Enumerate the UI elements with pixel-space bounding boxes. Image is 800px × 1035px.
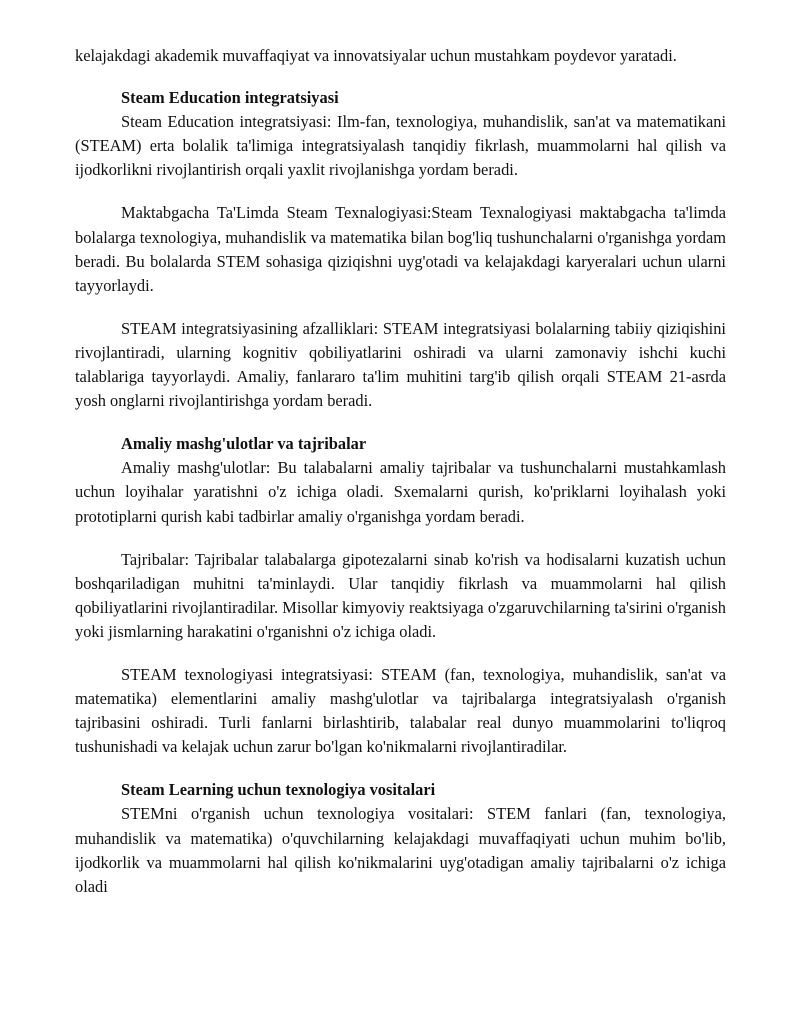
paragraph-preschool-steam: Maktabgacha Ta'Limda Steam Texnalogiyasi:Steam Texnalogiyasi maktabgacha ta'limda bolalarga texnologiya, muhandislik va matematika bilan bog'liq tushunchalarni o'rganishga yordam beradi. Bu bolalarda STEM sohasiga qiziqishni uyg'otadi va kelajakdagi karyeralari uchun ularni tayyorlaydi. xyxy=(75,203,726,295)
paragraph-practical-activities: Amaliy mashg'ulotlar: Bu talabalarni amaliy tajribalar va tushunchalarni mustahkamlash uchun loyihalar yaratishni o'z ichiga oladi. Sxemalarni qurish, ko'priklarni loyihalash yoki prototiplarni qurish kabi tadbirlar amaliy o'rganishga yordam beradi. xyxy=(75,458,726,526)
paragraph-tech-tools: STEMni o'rganish uchun texnologiya vositalari: STEM fanlari (fan, texnologiya, muhandislik va matematika) o'quvchilarning kelajakdagi muvaffaqiyati uchun muhim bo'lib, ijodkorlik va muammolarni hal qilish ko'nikmalarini uyg'otadigan amaliy tajribalarni o'z ichiga oladi xyxy=(75,804,726,896)
document-page xyxy=(75,44,726,899)
intro-paragraph: kelajakdagi akademik muvaffaqiyat va innovatsiyalar uchun mustahkam poydevor yaratadi. xyxy=(75,46,677,65)
section-heading-steam-education: Steam Education integratsiyasi xyxy=(121,88,339,108)
paragraph-experiments: Tajribalar: Tajribalar talabalarga gipotezalarni sinab ko'rish va hodisalarni kuzatish uchun boshqariladigan muhitni ta'minlaydi. Ular tanqidiy fikrlash va muammolarni hal qilish qobiliyatlarini rivojlantiradilar. Misollar kimyoviy reaktsiyaga o'zgaruvchilarning ta'sirini o'rganish yoki jismlarning harakatini o'rganishni o'z ichiga oladi. xyxy=(75,549,726,641)
paragraph-steam-education: Steam Education integratsiyasi: Ilm-fan, texnologiya, muhandislik, san'at va matematikani (STEAM) erta bolalik ta'limiga integratsiyalash tanqidiy fikrlash, muammolarni hal qilish va ijodkorlikni rivojlantirish orqali yaxlit rivojlanishga yordam beradi. xyxy=(75,112,726,180)
paragraph-steam-tech-integration: STEAM texnologiyasi integratsiyasi: STEAM (fan, texnologiya, muhandislik, san'at va matematika) elementlarini amaliy mashg'ulotlar va tajribalarga integratsiyalash o'rganish tajribasini oshiradi. Turli fanlarni birlashtirib, talabalar real dunyo muammolarini to'liqroq tushunishadi va kelajak uchun zarur bo'lgan ko'nikmalarni rivojlantiradilar. xyxy=(75,664,726,757)
paragraph-steam-benefits: STEAM integratsiyasining afzalliklari: STEAM integratsiyasi bolalarning tabiiy qiziqishini rivojlantiradi, ularning kognitiv qobiliyatlarini oshiradi va ularni zamonaviy ishchi kuchi talablariga tayyorlaydi. Amaliy, fanlararo ta'lim muhitini targ'ib qilish orqali STEAM 21-asrda yosh onglarni rivojlantirishga yordam beradi. xyxy=(75,318,726,411)
section-heading-tech-tools: Steam Learning uchun texnologiya vositalari xyxy=(121,780,436,800)
section-heading-practical-activities: Amaliy mashg'ulotlar va tajribalar xyxy=(121,434,367,454)
